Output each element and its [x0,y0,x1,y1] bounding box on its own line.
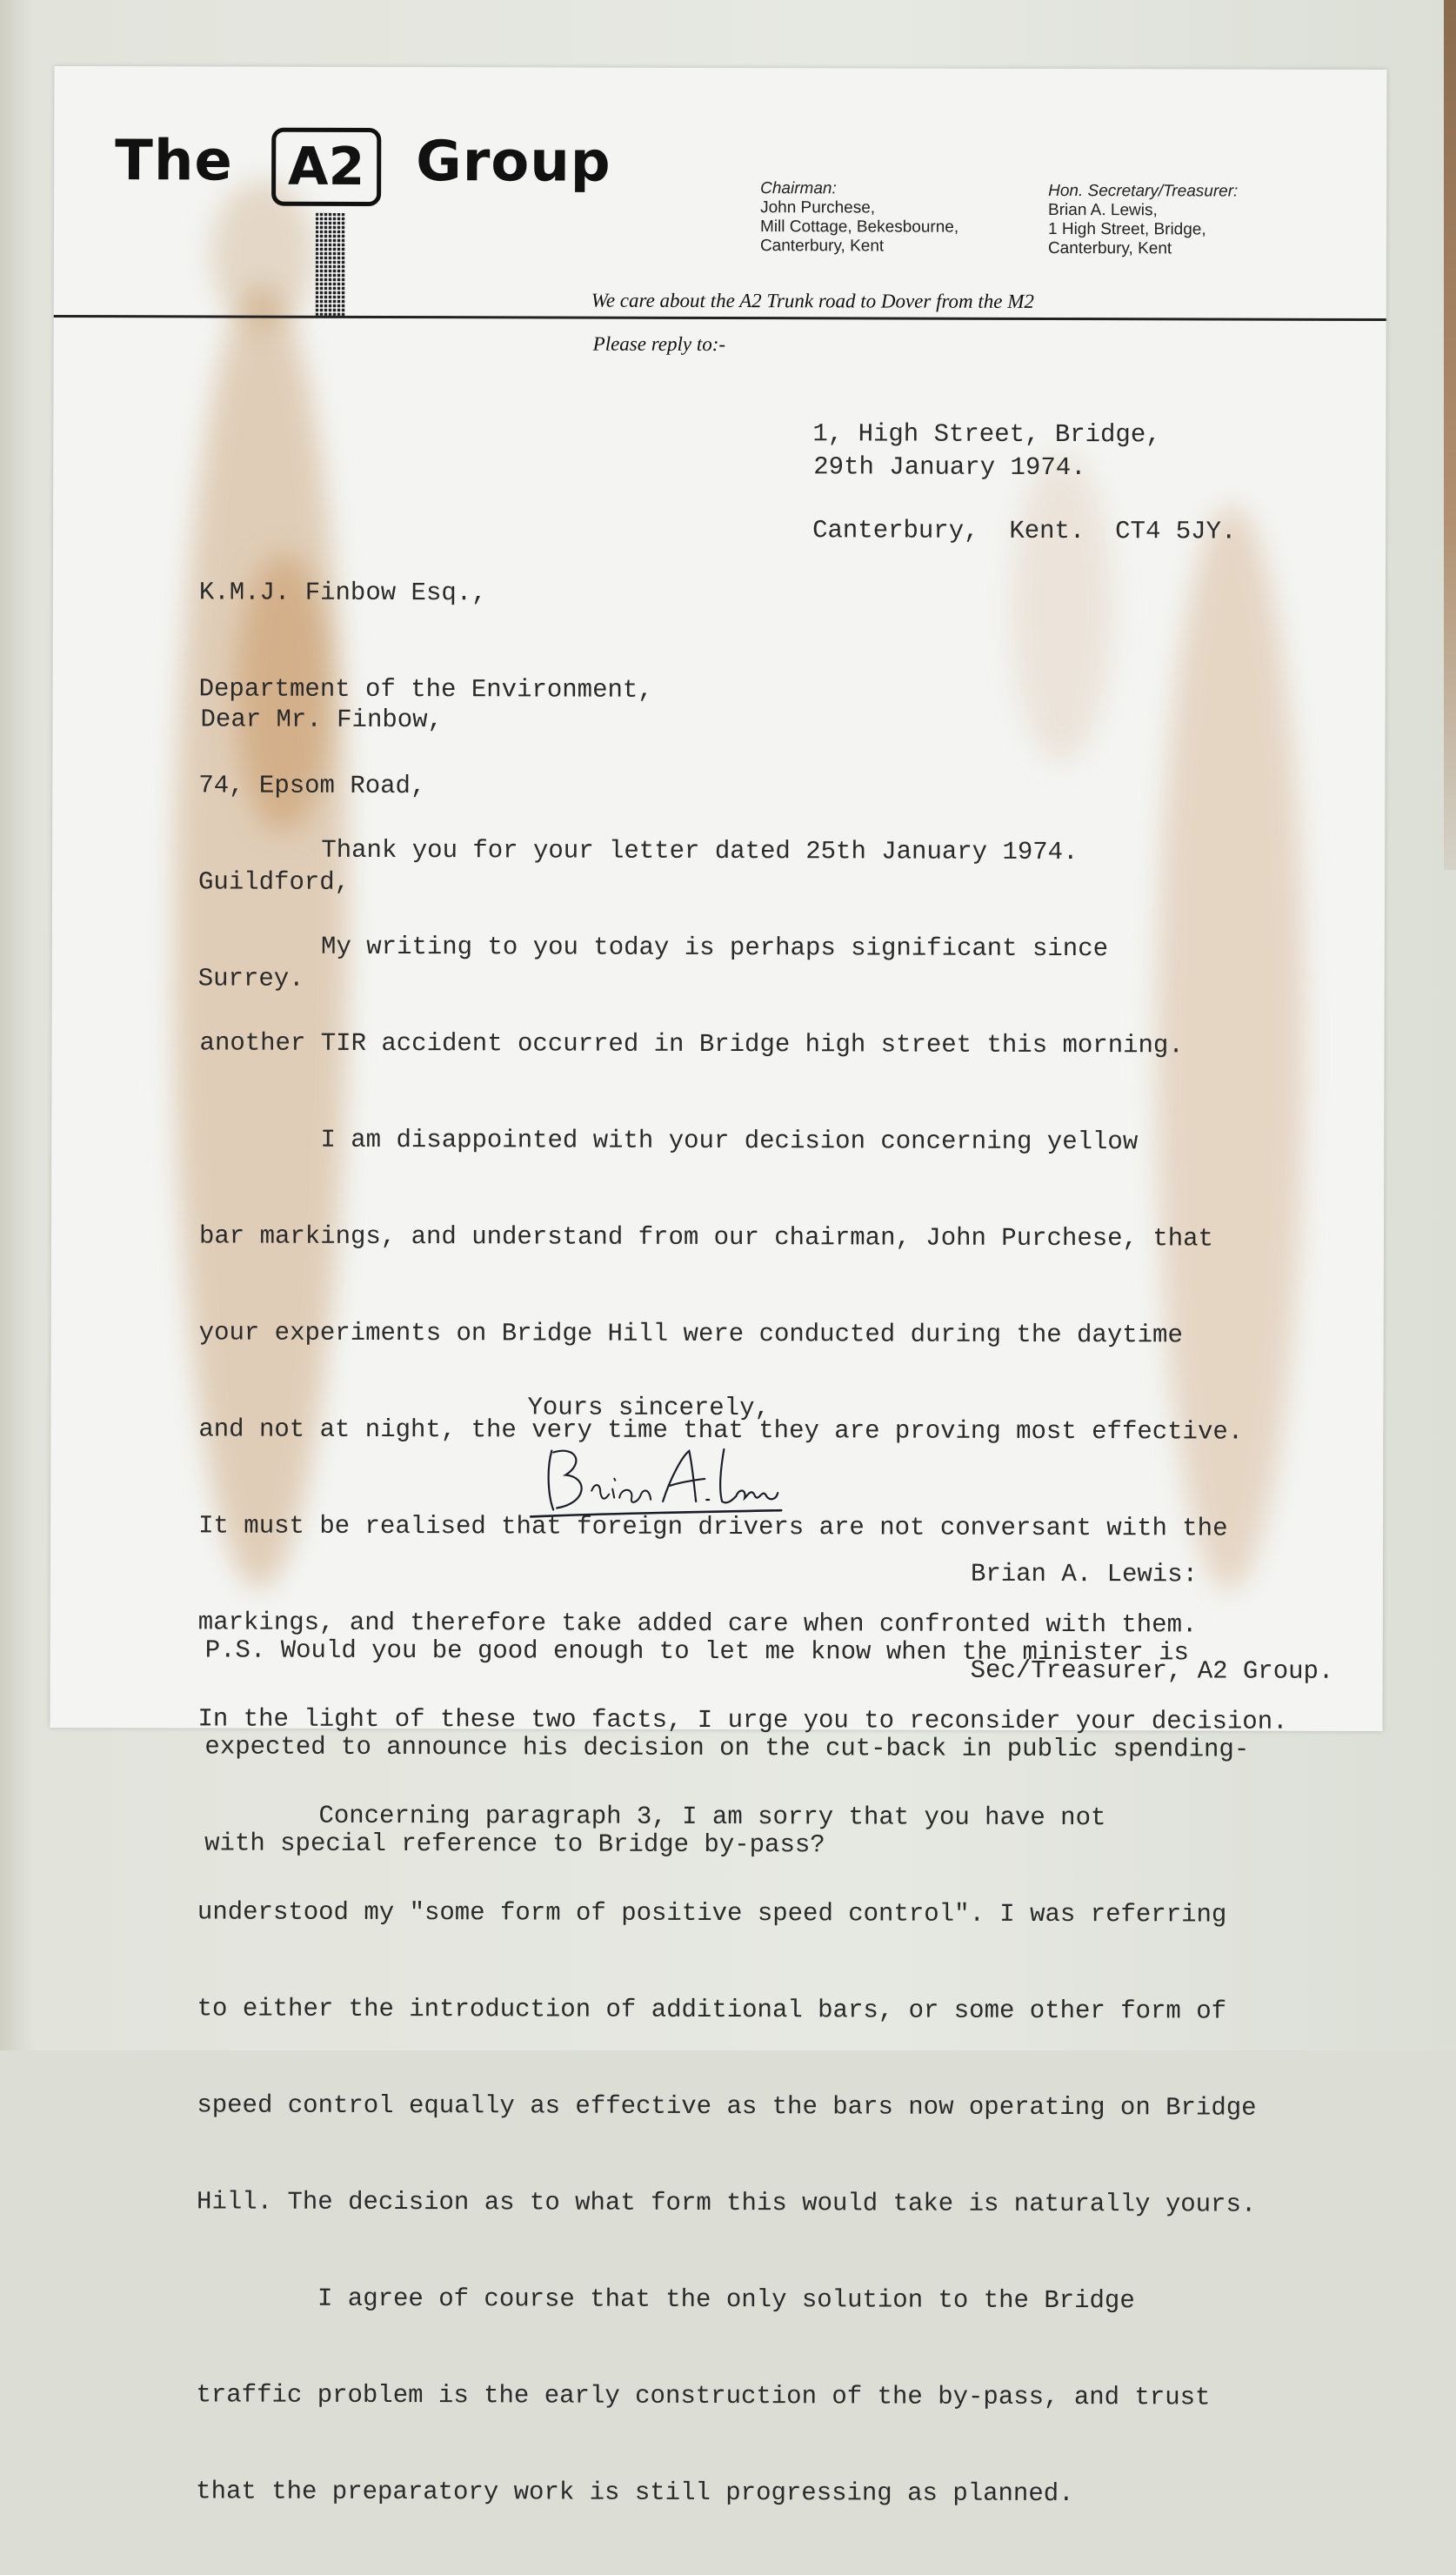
secretary-line: Brian A. Lewis, [1048,200,1158,220]
body-line: speed control equally as effective as the bars now operating on Bridge [197,2090,1257,2123]
body-line: Concerning paragraph 3, I am sorry that you have not [197,1801,1106,1833]
body-line: It must be realised that foreign drivers are not conversant with the [198,1511,1228,1543]
recipient-line: Surrey. [197,964,304,993]
signoff-title: Sec/Treasurer, A2 Group. [970,1655,1334,1686]
logo-the: The [115,129,233,194]
letter-page [50,66,1387,2509]
chairman-block [760,179,958,257]
logo-group: Group [416,130,611,195]
secretary-line: 1 High Street, Bridge, [1047,219,1206,239]
signoff-name: Brian A. Lewis: [970,1559,1199,1589]
recipient-line: Department of the Environment, [198,674,653,705]
body-line: that the preparatory work is still progressing as planned. [196,2477,1074,2509]
logo-signpost-icon [316,213,345,316]
postscript-line: P.S. Would you be good enough to let me know when the minister is [204,1635,1189,1668]
letter-date: 29th January 1974. [813,452,1086,483]
sender-address-line: 1, High Street, Bridge, [812,419,1161,450]
chairman-line: John Purchese, [760,198,876,217]
body-line: bar markings, and understand from our chairman, John Purchese, that [198,1221,1214,1254]
recipient-line: Guildford, [198,867,351,897]
body-line: another TIR accident occurred in Bridge high street this morning. [199,1028,1184,1060]
body-line: My writing to you today is perhaps significant since [199,932,1109,964]
body-line: I agree of course that the only solution to the Bridge [196,2284,1135,2316]
chairman-line: Mill Cottage, Bekesbourne, [759,217,959,237]
body-line: I am disappointed with your decision concerning yellow [199,1125,1139,1157]
handwritten-signature [527,1426,788,1522]
body-line: your experiments on Bridge Hill were conducted during the daytime [198,1318,1183,1350]
postscript-line: expected to announce his decision on the cut-back in public spending- [204,1732,1250,1764]
secretary-block [1048,182,1238,259]
body-line: to either the introduction of additional bars, or some other form of [197,1994,1227,2026]
body-line: understood my "some form of positive speed control". I was referring [197,1897,1227,1930]
chairman-title: Chairman: [760,179,837,198]
logo-a2-sign: A2 [271,128,381,206]
reply-label: Please reply to:- [592,332,726,356]
chairman-line: Canterbury, Kent [759,237,885,256]
salutation: Dear Mr. Finbow, [200,705,444,735]
closing: Yours sincerely, [527,1393,770,1423]
secretary-line: Canterbury, Kent [1047,238,1172,258]
body-line: traffic problem is the early construction of the by-pass, and trust [196,2380,1211,2412]
recipient-line: 74, Epsom Road, [198,771,426,801]
secretary-title: Hon. Secretary/Treasurer: [1048,181,1239,201]
body-line: In the light of these two facts, I urge you to reconsider your decision. [197,1704,1288,1736]
postscript [204,1569,1250,1926]
recipient-line: K.M.J. Finbow Esq., [198,578,487,608]
postscript-line: with special reference to Bridge by-pass? [204,1829,825,1860]
body-line: and not at night, the very time that they are proving most effective. [198,1415,1244,1447]
backing-edge [1444,0,1456,870]
sender-address-line: Canterbury, Kent. CT4 5JY. [812,516,1237,546]
body-line: Thank you for your letter dated 25th January 1974. [200,835,1079,867]
body-line: Hill. The decision as to what form this would take is naturally yours. [197,2187,1257,2219]
body-line: markings, and therefore take added care when confronted with them. [197,1608,1198,1640]
tagline: We care about the A2 Trunk road to Dover from the M2 [591,289,1034,312]
